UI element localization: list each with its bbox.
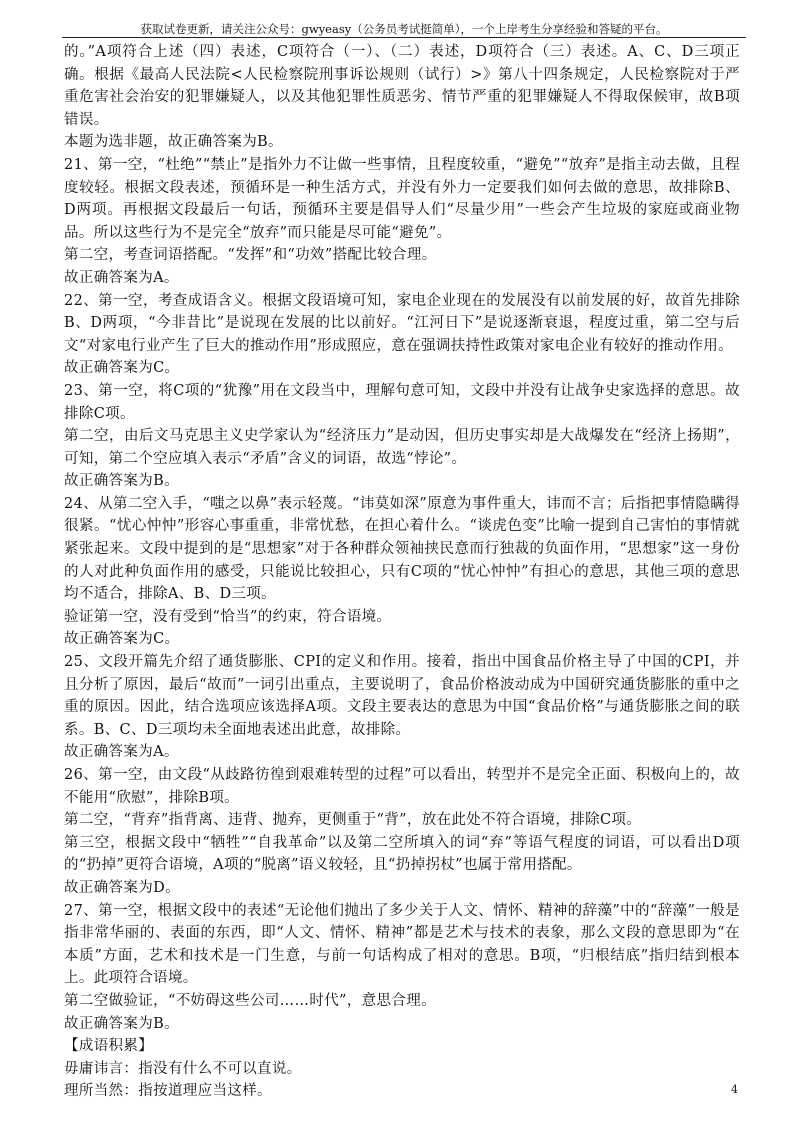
paragraph: 本题为选非题，故正确答案为B。	[64, 134, 283, 151]
header-text: 获取试卷更新，请关注公众号：gwyeasy（公务员考试挺简单），一个上岸考生分享经验和答疑的平台。	[140, 22, 668, 36]
paragraph: 21、第一空，“杜绝”“禁止”是指外力不让做一些事情，且程度较重，“避免”“放弃”是指主动去做，且程度较轻。根据文段表述，预循环是一种生活方式，并没有外力一定要我们如何去做的意思，故排除B、D两项。再根据文段最后一句话，预循环主要是倡导人们“尽量少用”一些会产生垃圾的家庭或商业物品。所以这些行为不是完全“放弃”而只能是尽可能“避免”。	[64, 156, 740, 241]
paragraph: 26、第一空，由文段“从歧路彷徨到艰难转型的过程”可以看出，转型并不是完全正面、积极向上的，故不能用“欣慰”，排除B项。	[64, 767, 740, 806]
paragraph: 第三空，根据文段中“牺牲”“自我革命”以及第二空所填入的词“弃”等语气程度的词语，可以看出D项的“扔掉”更符合语境，A项的“脱离”语义较轻，且“扔掉拐杖”也属于常用搭配。	[64, 834, 740, 874]
paragraph: 22、第一空，考查成语含义。根据文段语境可知，家电企业现在的发展没有以前发展的好，故首先排除B、D两项，“今非昔比”是说现在发展的比以前好。“江河日下”是说逐渐衰退，程度过重，第二空与后文“对家电行业产生了巨大的推动作用”形成照应，意在强调扶持性政策对家电企业有较好的推动作用。	[64, 292, 740, 354]
paragraph: 第二空，由后文马克思主义史学家认为“经济压力”是动因，但历史事实却是大战爆发在“经济上扬期”，可知，第二个空应填入表示“矛盾”含义的词语，故选“悖论”。	[64, 428, 740, 467]
paragraph: 24、从第二空入手，“嗤之以鼻”表示轻蔑。“讳莫如深”原意为事件重大，讳而不言；后指把事情隐瞒得很紧。“忧心忡忡”形容心事重重，非常忧愁，在担心着什么。“谈虎色变”比喻一提到自己害怕的事情就紧张起来。文段中提到的是“思想家”对于各种群众领袖挟民意而行独裁的负面作用，“思想家”这一身份的人对此种负面作用的感受，只能说比较担心，只有C项的“忧心忡忡”有担心的意思，其他三项的意思均不适合，排除A、B、D三项。	[64, 495, 740, 603]
idiom-entry: 毋庸讳言：指没有什么不可以直说。	[64, 1060, 302, 1077]
idiom-entry: 理所当然：指按道理应当这样。	[64, 1083, 272, 1100]
paragraph: 故正确答案为A。	[64, 744, 179, 761]
paragraph: 故正确答案为B。	[64, 1015, 179, 1032]
paragraph: 第二空，考查词语搭配。“发挥”和“功效”搭配比较合理。	[64, 247, 437, 264]
paragraph: 的。”A项符合上述（四）表述，C项符合（一）、（二）表述，D项符合（三）表述。A、C、D三项正确。根据《最高人民法院<人民检察院刑事诉讼规则（试行）>》第八十四条规定，人民检察院对于严重危害社会治安的犯罪嫌疑人，以及其他犯罪性质恶劣、情节严重的犯罪嫌疑人不得取保候审，故B项错误。	[64, 44, 740, 128]
paragraph: 23、第一空，将C项的“犹豫”用在文段当中，理解句意可知，文段中并没有让战争史家选择的意思。故排除C项。	[64, 382, 740, 422]
page-number: 4	[731, 1083, 738, 1096]
paragraph: 25、文段开篇先介绍了通货膨胀、CPI的定义和作用。接着，指出中国食品价格主导了中国的CPI，并且分析了原因，最后“故而”一词引出重点，主要说明了，食品价格波动成为中国研究通货膨胀的重中之重的原因。因此，结合选项应该选择A项。文段主要表达的意思为中国“食品价格”与通货膨胀之间的联系。B、C、D三项均未全面地表述出此意，故排除。	[64, 654, 740, 738]
paragraph: 验证第一空，没有受到“恰当”的约束，符合语境。	[64, 608, 392, 625]
paragraph: 故正确答案为B。	[64, 473, 179, 490]
paragraph: 故正确答案为C。	[64, 631, 180, 648]
document-body	[64, 41, 740, 1103]
paragraph: 27、第一空，根据文段中的表述“无论他们抛出了多少关于人文、情怀、精神的辞藻”中的“辞藻”一般是指非常华丽的、表面的东西，即“人文、情怀、精神”都是艺术与技术的表象，那么文段的意思即为“在本质”方面，艺术和技术是一门生意，与前一句话构成了相对的意思。B项，“归根结底”指归结到根本上。此项符合语境。	[64, 902, 740, 987]
paragraph: 第二空，“背弃”指背离、违背、抛弃，更侧重于“背”，放在此处不符合语境，排除C项。	[64, 812, 642, 829]
paragraph: 故正确答案为C。	[64, 360, 180, 377]
paragraph: 故正确答案为D。	[64, 879, 180, 896]
paragraph: 第二空做验证，“不妨碍这些公司……时代”，意思合理。	[64, 992, 436, 1009]
page-header	[62, 0, 746, 38]
section-heading: 【成语积累】	[64, 1038, 154, 1055]
paragraph: 故正确答案为A。	[64, 269, 179, 286]
